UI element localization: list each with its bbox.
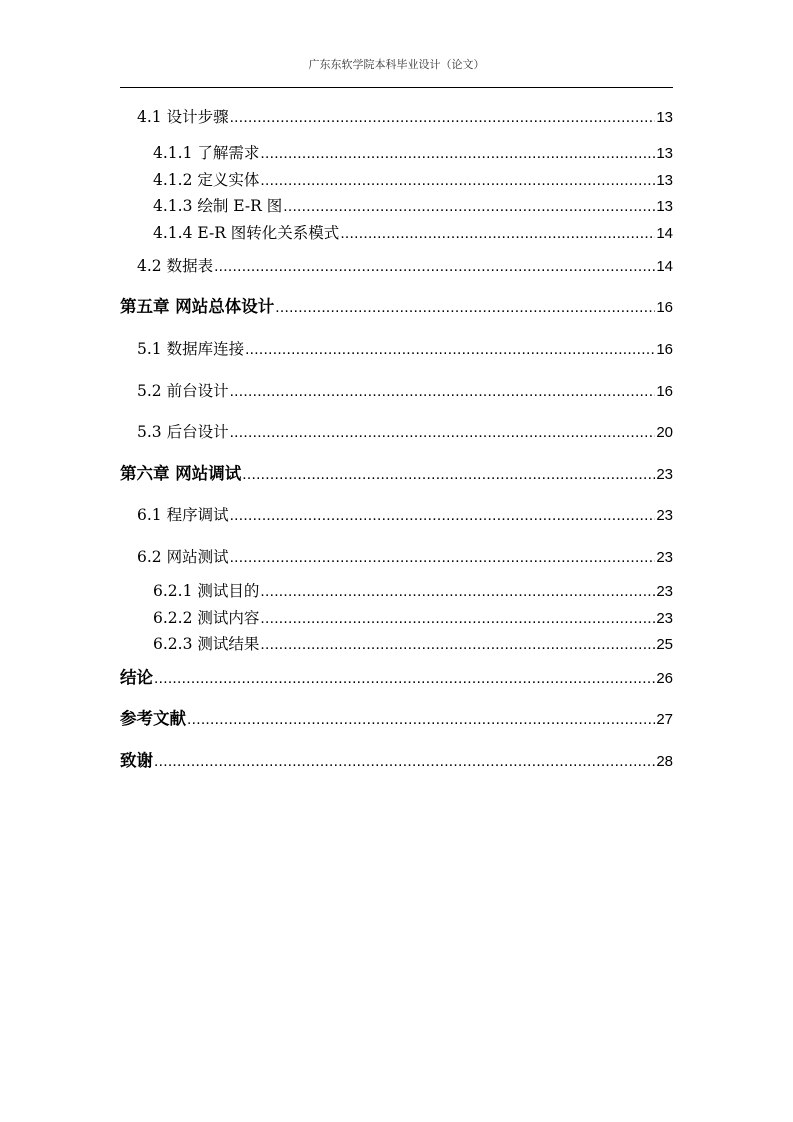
toc-entry-label: 5.1 数据库连接 [137, 340, 245, 358]
toc-leader-dots [230, 108, 656, 128]
toc-entry-page: 13 [656, 109, 673, 126]
toc-leader-dots [283, 197, 655, 217]
toc-entry-label: 4.2 数据表 [137, 257, 214, 275]
toc-entry-page: 13 [656, 198, 673, 215]
toc-entry[interactable] [137, 422, 673, 443]
toc-leader-dots [245, 340, 655, 360]
toc-entry[interactable] [120, 751, 673, 772]
toc-entry-label: 4.1.2 定义实体 [153, 171, 260, 189]
toc-leader-dots [154, 669, 655, 689]
toc-entry[interactable] [120, 709, 673, 730]
toc-entry-page: 20 [656, 424, 673, 441]
toc-entry-page: 14 [656, 225, 673, 242]
toc-leader-dots [260, 609, 655, 629]
toc-leader-dots [214, 257, 655, 277]
toc-entry-label: 结论 [120, 668, 153, 687]
toc-entry-page: 23 [656, 466, 673, 483]
toc-entry-page: 16 [656, 383, 673, 400]
toc-entry-page: 23 [656, 583, 673, 600]
toc-entry-label: 致谢 [120, 751, 153, 770]
toc-entry[interactable] [137, 381, 673, 402]
toc-entry-label: 5.2 前台设计 [137, 382, 229, 400]
toc-entry-label: 6.2.1 测试目的 [153, 582, 260, 600]
toc-leader-dots [154, 752, 655, 772]
toc-leader-dots [260, 144, 655, 164]
toc-entry-label: 6.2 网站测试 [137, 548, 229, 566]
toc-entry[interactable] [153, 223, 673, 244]
toc-entry-page: 13 [656, 172, 673, 189]
toc-entry-label: 4.1 设计步骤 [137, 108, 229, 126]
toc-entry-label: 6.2.2 测试内容 [153, 609, 260, 627]
toc-entry-page: 25 [656, 636, 673, 653]
toc-entry[interactable] [120, 668, 673, 689]
toc-entry[interactable] [153, 634, 673, 655]
toc-entry[interactable] [153, 608, 673, 629]
toc-entry-page: 27 [656, 711, 673, 728]
toc-entry[interactable] [137, 107, 673, 128]
toc-leader-dots [230, 548, 656, 568]
toc-entry[interactable] [153, 581, 673, 602]
toc-leader-dots [187, 710, 655, 730]
toc-entry-page: 23 [656, 549, 673, 566]
toc-entry[interactable] [153, 170, 673, 191]
toc-entry[interactable] [153, 196, 673, 217]
toc-leader-dots [230, 506, 656, 526]
toc-entry-label: 第五章 网站总体设计 [120, 297, 275, 316]
toc-leader-dots [260, 635, 655, 655]
toc-leader-dots [242, 465, 655, 485]
toc-entry-page: 16 [656, 341, 673, 358]
toc-leader-dots [340, 224, 655, 244]
toc-leader-dots [260, 582, 655, 602]
toc-leader-dots [275, 298, 655, 318]
toc-entry-label: 参考文献 [120, 709, 186, 728]
toc-leader-dots [230, 382, 656, 402]
toc-leader-dots [260, 171, 655, 191]
toc-entry[interactable] [137, 256, 673, 277]
toc-entry[interactable] [120, 297, 673, 318]
toc-entry-label: 4.1.3 绘制 E-R 图 [153, 197, 283, 215]
toc-entry-label: 第六章 网站调试 [120, 464, 242, 483]
toc-entry-label: 5.3 后台设计 [137, 423, 229, 441]
toc-entry[interactable] [137, 547, 673, 568]
toc-entry-page: 16 [656, 299, 673, 316]
toc-entry-label: 6.1 程序调试 [137, 506, 229, 524]
toc-entry[interactable] [153, 143, 673, 164]
toc-entry[interactable] [137, 339, 673, 360]
toc-entry[interactable] [120, 464, 673, 485]
toc-entry-page: 13 [656, 145, 673, 162]
toc-entry-label: 6.2.3 测试结果 [153, 635, 260, 653]
toc-entry-label: 4.1.4 E-R 图转化关系模式 [153, 224, 340, 242]
toc-leader-dots [230, 423, 656, 443]
toc-entry[interactable] [137, 505, 673, 526]
page-header: 广东东软学院本科毕业设计（论文） [308, 58, 485, 71]
toc-entry-page: 23 [656, 610, 673, 627]
toc-entry-page: 23 [656, 507, 673, 524]
toc-entry-page: 28 [656, 753, 673, 770]
toc-entry-page: 14 [656, 258, 673, 275]
toc-entry-label: 4.1.1 了解需求 [153, 144, 260, 162]
toc-entry-page: 26 [656, 670, 673, 687]
